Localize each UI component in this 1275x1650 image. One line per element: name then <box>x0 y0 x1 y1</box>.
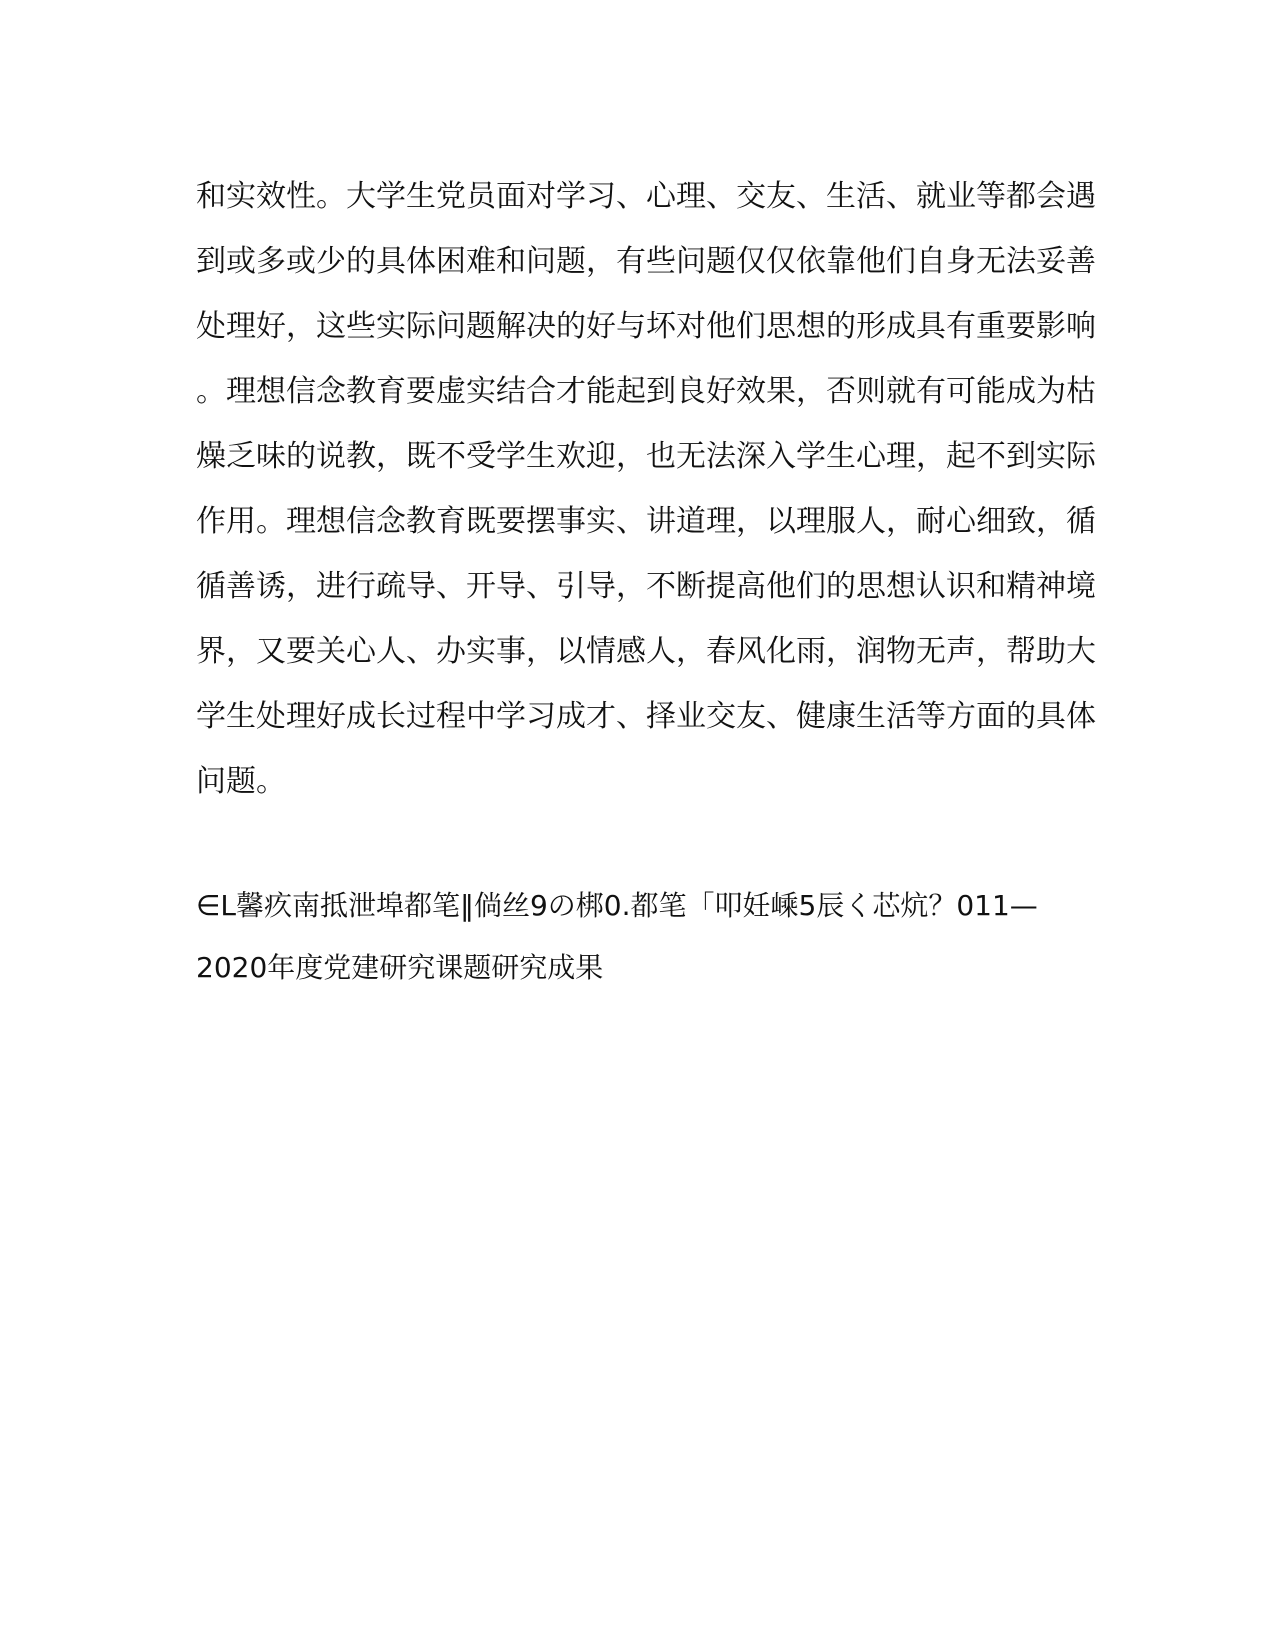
footer-text <box>196 875 1076 999</box>
paragraph-line: 学生处理好成长过程中学习成才、择业交友、健康生活等方面的具体 <box>196 699 1096 734</box>
footer-line: ∈L馨疚南抵泄埠都笔‖倘丝9の梆0.都笔「叩妊嵊5辰く芯炕？011— <box>196 889 1038 922</box>
paragraph-line: 问题。 <box>196 764 286 799</box>
paragraph-line: 处理好，这些实际问题解决的好与坏对他们思想的形成具有重要影响 <box>196 309 1096 344</box>
paragraph-line: 到或多或少的具体困难和问题，有些问题仅仅依靠他们自身无法妥善 <box>196 244 1096 279</box>
paragraph-line: 燥乏味的说教，既不受学生欢迎，也无法深入学生心理，起不到实际 <box>196 439 1096 474</box>
paragraph-line: 和实效性。大学生党员面对学习、心理、交友、生活、就业等都会遇 <box>196 179 1096 214</box>
paragraph-line: 作用。理想信念教育既要摆事实、讲道理，以理服人，耐心细致，循 <box>196 504 1096 539</box>
body-paragraph <box>196 164 1096 814</box>
paragraph-line: 。理想信念教育要虚实结合才能起到良好效果，否则就有可能成为枯 <box>196 374 1096 409</box>
paragraph-line: 界，又要关心人、办实事，以情感人，春风化雨，润物无声，帮助大 <box>196 634 1096 669</box>
footer-line: 2020年度党建研究课题研究成果 <box>196 951 604 984</box>
paragraph-line: 循善诱，进行疏导、开导、引导，不断提高他们的思想认识和精神境 <box>196 569 1096 604</box>
